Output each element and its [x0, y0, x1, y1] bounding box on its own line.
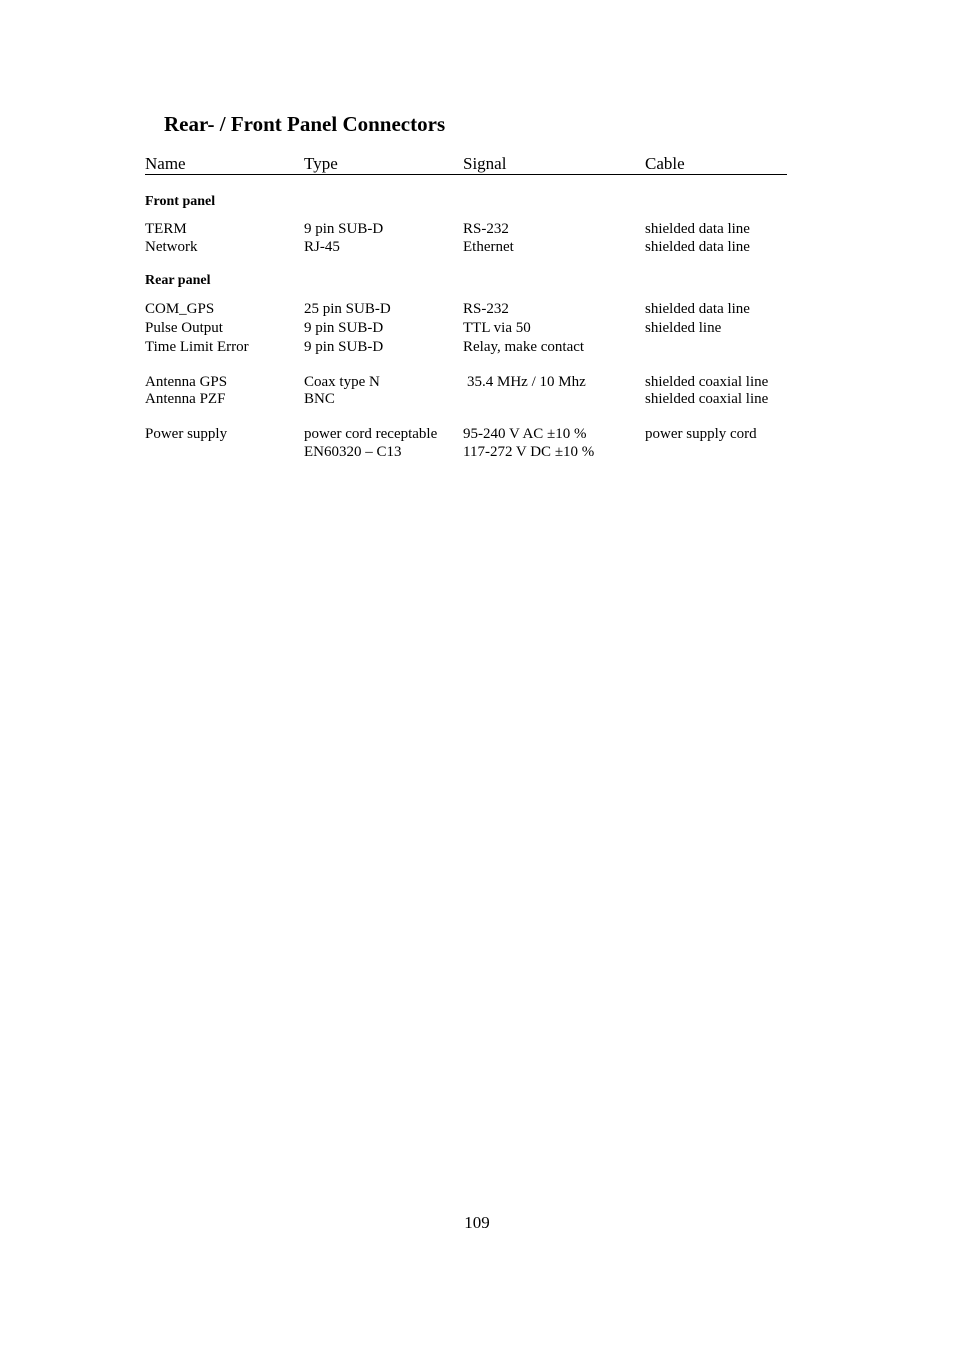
column-header-type: Type — [304, 154, 338, 173]
cell-signal: RS-232 — [463, 301, 509, 317]
cell-signal: RS-232 — [463, 221, 509, 237]
cell-signal: Ethernet — [463, 239, 514, 255]
column-header-signal: Signal — [463, 154, 507, 173]
cell-cable: shielded coaxial line — [645, 374, 769, 390]
cell-signal: Relay, make contact — [463, 339, 585, 355]
page-title: Rear- / Front Panel Connectors — [164, 112, 446, 136]
cell-cable: shielded data line — [645, 221, 750, 237]
cell-type: RJ-45 — [304, 239, 340, 255]
cell-name: COM_GPS — [145, 301, 215, 317]
cell-name: Pulse Output — [145, 320, 223, 336]
cell-type: 9 pin SUB-D — [304, 221, 384, 237]
cell-type-line-2: EN60320 – C13 — [304, 444, 402, 460]
page-number: 109 — [464, 1213, 490, 1232]
cell-signal-line-2: 117-272 V DC ±10 % — [463, 444, 595, 460]
cell-type: 9 pin SUB-D — [304, 320, 384, 336]
cell-signal: 35.4 MHz / 10 Mhz — [467, 374, 586, 390]
cell-type: BNC — [304, 391, 335, 407]
section-heading-rear-panel: Rear panel — [145, 273, 211, 288]
column-header-cable: Cable — [645, 154, 685, 173]
cell-type: Coax type N — [304, 374, 380, 390]
cell-cable: shielded coaxial line — [645, 391, 769, 407]
cell-name: Power supply — [145, 426, 228, 442]
cell-signal: TTL via 50 — [463, 320, 531, 336]
cell-name: Network — [145, 239, 198, 255]
table-header — [145, 154, 787, 175]
cell-type: 25 pin SUB-D — [304, 301, 391, 317]
cell-type: power cord receptable — [304, 426, 438, 442]
cell-name: Time Limit Error — [145, 339, 249, 355]
column-header-name: Name — [145, 154, 186, 173]
cell-cable: shielded data line — [645, 301, 750, 317]
cell-name: TERM — [145, 221, 187, 237]
cell-name: Antenna PZF — [145, 391, 226, 407]
cell-signal: 95-240 V AC ±10 % — [463, 426, 587, 442]
cell-cable: shielded line — [645, 320, 722, 336]
cell-cable: power supply cord — [645, 426, 757, 442]
cell-cable: shielded data line — [645, 239, 750, 255]
section-heading-front-panel: Front panel — [145, 194, 216, 209]
cell-name: Antenna GPS — [145, 374, 228, 390]
cell-type: 9 pin SUB-D — [304, 339, 384, 355]
